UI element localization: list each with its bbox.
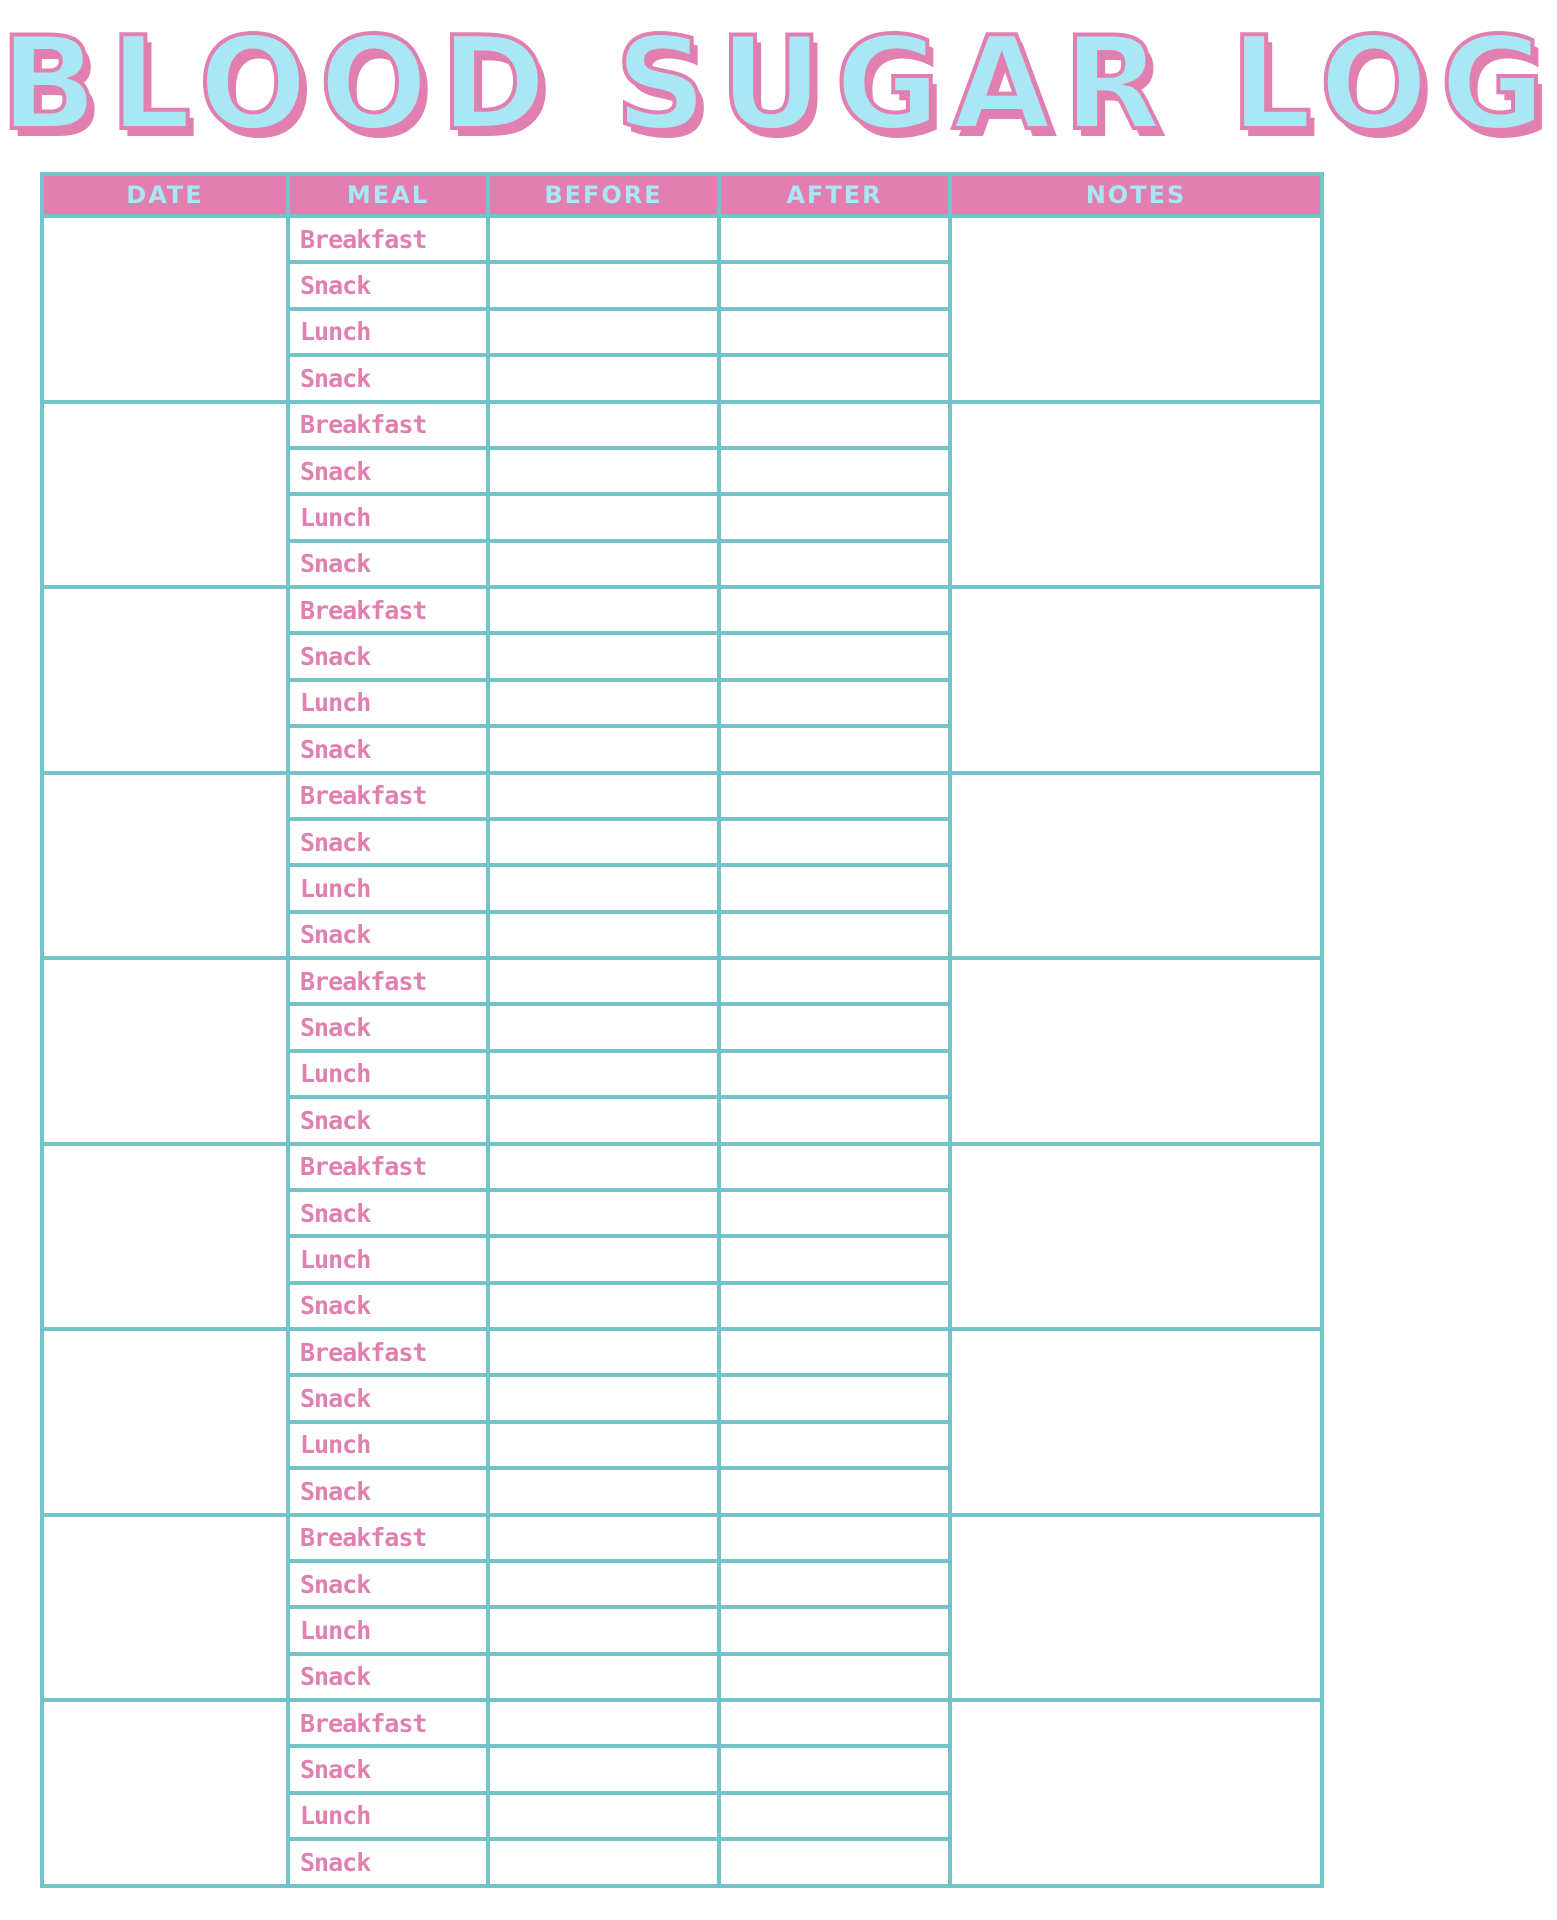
before-reading-cell[interactable] [488, 633, 719, 679]
meal-label: Snack [288, 1654, 488, 1700]
date-cell[interactable] [42, 587, 288, 773]
meal-label: Breakfast [288, 1329, 488, 1375]
meal-label: Breakfast [288, 1700, 488, 1746]
before-reading-cell[interactable] [488, 1051, 719, 1097]
before-reading-cell[interactable] [488, 1422, 719, 1468]
meal-label: Snack [288, 1746, 488, 1792]
after-reading-cell[interactable] [719, 1839, 950, 1886]
after-reading-cell[interactable] [719, 1793, 950, 1839]
meal-label: Snack [288, 726, 488, 772]
after-reading-cell[interactable] [719, 1422, 950, 1468]
after-reading-cell[interactable] [719, 448, 950, 494]
meal-label: Lunch [288, 1051, 488, 1097]
before-reading-cell[interactable] [488, 1190, 719, 1236]
date-cell[interactable] [42, 773, 288, 959]
after-reading-cell[interactable] [719, 726, 950, 772]
after-reading-cell[interactable] [719, 633, 950, 679]
before-reading-cell[interactable] [488, 726, 719, 772]
date-cell[interactable] [42, 1329, 288, 1515]
notes-cell[interactable] [950, 587, 1322, 773]
after-reading-cell[interactable] [719, 1375, 950, 1421]
meal-label: Breakfast [288, 1515, 488, 1561]
after-reading-cell[interactable] [719, 1515, 950, 1561]
after-reading-cell[interactable] [719, 1607, 950, 1653]
meal-label: Snack [288, 1097, 488, 1143]
meal-label: Snack [288, 262, 488, 308]
meal-label: Snack [288, 448, 488, 494]
meal-label: Lunch [288, 680, 488, 726]
before-reading-cell[interactable] [488, 958, 719, 1004]
before-reading-cell[interactable] [488, 865, 719, 911]
before-reading-cell[interactable] [488, 1283, 719, 1329]
before-reading-cell[interactable] [488, 1097, 719, 1143]
meal-label: Breakfast [288, 216, 488, 262]
notes-cell[interactable] [950, 773, 1322, 959]
date-cell[interactable] [42, 958, 288, 1144]
meal-label: Snack [288, 1004, 488, 1050]
after-reading-cell[interactable] [719, 680, 950, 726]
before-reading-cell[interactable] [488, 1793, 719, 1839]
meal-label: Breakfast [288, 402, 488, 448]
meal-label: Breakfast [288, 587, 488, 633]
column-header-meal: MEAL [288, 174, 488, 216]
before-reading-cell[interactable] [488, 773, 719, 819]
column-header-notes: NOTES [950, 174, 1322, 216]
date-cell[interactable] [42, 1144, 288, 1330]
table-row [42, 587, 1322, 633]
after-reading-cell[interactable] [719, 216, 950, 262]
meal-label: Breakfast [288, 1144, 488, 1190]
date-cell[interactable] [42, 402, 288, 588]
table-row [42, 216, 1322, 262]
after-reading-cell[interactable] [719, 865, 950, 911]
before-reading-cell[interactable] [488, 1515, 719, 1561]
after-reading-cell[interactable] [719, 1468, 950, 1514]
meal-label: Snack [288, 1468, 488, 1514]
before-reading-cell[interactable] [488, 1004, 719, 1050]
meal-label: Lunch [288, 1607, 488, 1653]
meal-label: Snack [288, 1283, 488, 1329]
after-reading-cell[interactable] [719, 1746, 950, 1792]
date-cell[interactable] [42, 1515, 288, 1701]
before-reading-cell[interactable] [488, 587, 719, 633]
meal-label: Snack [288, 541, 488, 587]
meal-label: Lunch [288, 1793, 488, 1839]
after-reading-cell[interactable] [719, 1700, 950, 1746]
after-reading-cell[interactable] [719, 1236, 950, 1282]
before-reading-cell[interactable] [488, 355, 719, 401]
after-reading-cell[interactable] [719, 309, 950, 355]
meal-label: Snack [288, 1839, 488, 1886]
before-reading-cell[interactable] [488, 1700, 719, 1746]
after-reading-cell[interactable] [719, 1561, 950, 1607]
after-reading-cell[interactable] [719, 773, 950, 819]
before-reading-cell[interactable] [488, 1607, 719, 1653]
before-reading-cell[interactable] [488, 1561, 719, 1607]
before-reading-cell[interactable] [488, 1654, 719, 1700]
meal-label: Lunch [288, 494, 488, 540]
meal-label: Breakfast [288, 958, 488, 1004]
before-reading-cell[interactable] [488, 1746, 719, 1792]
after-reading-cell[interactable] [719, 1654, 950, 1700]
before-reading-cell[interactable] [488, 448, 719, 494]
table-row [42, 773, 1322, 819]
after-reading-cell[interactable] [719, 819, 950, 865]
table-row [42, 958, 1322, 1004]
meal-label: Snack [288, 355, 488, 401]
before-reading-cell[interactable] [488, 402, 719, 448]
notes-cell[interactable] [950, 1515, 1322, 1701]
before-reading-cell[interactable] [488, 1468, 719, 1514]
after-reading-cell[interactable] [719, 1097, 950, 1143]
before-reading-cell[interactable] [488, 1144, 719, 1190]
before-reading-cell[interactable] [488, 1375, 719, 1421]
table-row [42, 1144, 1322, 1190]
notes-cell[interactable] [950, 1700, 1322, 1886]
notes-cell[interactable] [950, 216, 1322, 402]
after-reading-cell[interactable] [719, 541, 950, 587]
meal-label: Lunch [288, 309, 488, 355]
after-reading-cell[interactable] [719, 958, 950, 1004]
meal-label: Lunch [288, 1236, 488, 1282]
after-reading-cell[interactable] [719, 355, 950, 401]
meal-label: Snack [288, 912, 488, 958]
after-reading-cell[interactable] [719, 494, 950, 540]
after-reading-cell[interactable] [719, 402, 950, 448]
before-reading-cell[interactable] [488, 309, 719, 355]
notes-cell[interactable] [950, 1144, 1322, 1330]
after-reading-cell[interactable] [719, 912, 950, 958]
meal-label: Lunch [288, 1422, 488, 1468]
table-row [42, 1700, 1322, 1746]
before-reading-cell[interactable] [488, 680, 719, 726]
after-reading-cell[interactable] [719, 1283, 950, 1329]
before-reading-cell[interactable] [488, 819, 719, 865]
before-reading-cell[interactable] [488, 262, 719, 308]
before-reading-cell[interactable] [488, 912, 719, 958]
meal-label: Breakfast [288, 773, 488, 819]
meal-label: Lunch [288, 865, 488, 911]
page-title: BLOOD SUGAR LOG [0, 10, 1557, 159]
before-reading-cell[interactable] [488, 541, 719, 587]
after-reading-cell[interactable] [719, 1329, 950, 1375]
before-reading-cell[interactable] [488, 1839, 719, 1886]
before-reading-cell[interactable] [488, 1329, 719, 1375]
after-reading-cell[interactable] [719, 1004, 950, 1050]
table-row [42, 402, 1322, 448]
notes-cell[interactable] [950, 958, 1322, 1144]
before-reading-cell[interactable] [488, 494, 719, 540]
column-header-after: AFTER [719, 174, 950, 216]
table-row [42, 1515, 1322, 1561]
header-row [42, 174, 1322, 216]
before-reading-cell[interactable] [488, 216, 719, 262]
notes-cell[interactable] [950, 1329, 1322, 1515]
meal-label: Snack [288, 819, 488, 865]
blood-sugar-table [40, 172, 1324, 1888]
after-reading-cell[interactable] [719, 262, 950, 308]
meal-label: Snack [288, 633, 488, 679]
meal-label: Snack [288, 1375, 488, 1421]
table-body [42, 216, 1322, 1886]
after-reading-cell[interactable] [719, 1144, 950, 1190]
date-cell[interactable] [42, 216, 288, 402]
after-reading-cell[interactable] [719, 1051, 950, 1097]
notes-cell[interactable] [950, 402, 1322, 588]
date-cell[interactable] [42, 1700, 288, 1886]
column-header-before: BEFORE [488, 174, 719, 216]
after-reading-cell[interactable] [719, 1190, 950, 1236]
after-reading-cell[interactable] [719, 587, 950, 633]
table-row [42, 1329, 1322, 1375]
column-header-date: DATE [42, 174, 288, 216]
meal-label: Snack [288, 1561, 488, 1607]
meal-label: Snack [288, 1190, 488, 1236]
before-reading-cell[interactable] [488, 1236, 719, 1282]
